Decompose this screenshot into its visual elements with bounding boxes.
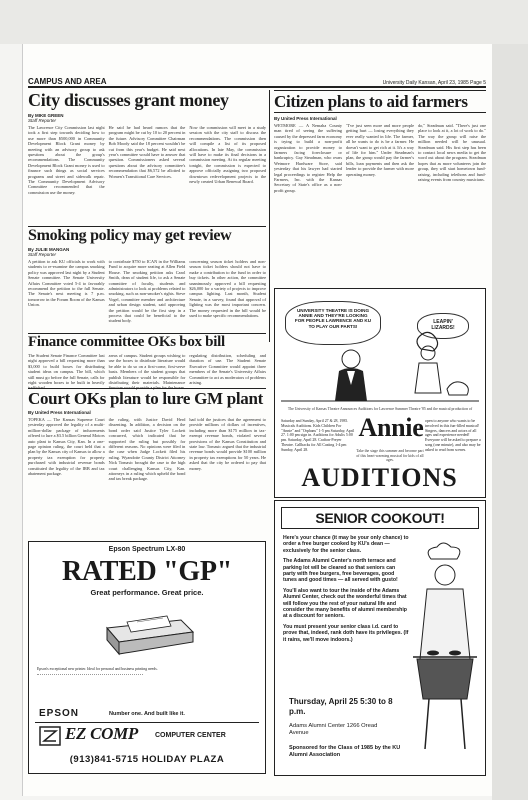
speech-bubble: UNIVERSITY THEATRE IS DOING ANNIE AND THEY'RE LOOKING FOR PEOPLE LAWRENCE AND KU TO PLAY OUR PARTS! — [285, 301, 381, 345]
annie-cartoon — [281, 293, 479, 405]
article-column: concerning season ticket holders and non-season ticket holders should not have to make a contribution to the fund in order to buy tickets. In other action, the committee unanimously approved a bill requesting $26,000 for a variety of projects to improve campus lighting. Last month, Student Senate, in a survey, found that approval of lighting was the most important concern. The money requested in the bill would be used to make specific recommendations. — [189, 259, 267, 319]
article-column: to contribute $750 to ICAN in the Williams Fund to acquire more seating at Allen Field House. The smoking petition asks Carol Smith, dean of student life, to ask a Senate committee of faculty, students and administrators to look at problems related to smoking, such as non-smoker's rights. Steve Vogel, committee member and architecture and urban design student, said approving the petition would be the first step in a process that could be beneficial to the student body. — [108, 259, 186, 324]
article-columns — [274, 123, 486, 283]
article-column: TOPEKA — The Kansas Supreme Court yesterday approved the legality of a multi-million-dollar package of inducements offered to lure a $3.5 billion General Motors auto plant to Kansas City, Kan. In a one-page opinion ruling, the court held that a plan by the Kansas city of Kansas to allow a property tax exemption for property purchased with industrial revenue bonds constituted the legality of the IRB and tax abatement package. — [28, 417, 105, 477]
store-phone-address: (913)841-5715 HOLIDAY PLAZA — [69, 754, 225, 765]
ad-tagline: Great performance. Great price. — [90, 588, 204, 597]
article-column: Now the commission will meet in a study session with the city staff to discuss the recommendations. The commission then will compile a list of its proposed allocations. In late May, the commission will have to make its final decisions in a commission meeting. At its regular meeting tonight, the commission is expected to approve officially assigning two proposed downtown redevelopment projects to the newly created Urban Renewal Board. — [189, 125, 267, 185]
annie-details: Saturday and Sunday, April 27 & 28, 1985. Musicals Auditions. Kids Children For "Annie" and "Orphans" 1-5 pm Saturday, April 27. 1:00 pm sign in. Auditions for Adults 5:00 pm. Saturday, April 28. Crafton-Preyer Theatre. Callbacks for All Casting 1-4 pm Sunday, April 28. — [281, 419, 355, 452]
cookout-item: You'll also want to tour the inside of the Adams Alumni Center, check out the wonderful times that will follow you the rest of your natural life and consider the many benefits of alumni membership at a discount for seniors. — [283, 587, 407, 620]
cookout-sponsor: Sponsored for the Class of 1985 by the KU Alumni Association — [289, 745, 401, 758]
ad-features: Epson's exceptional new printer. Ideal for personal and business printing needs. — [37, 667, 158, 671]
cookout-title: SENIOR COOKOUT! — [281, 507, 479, 529]
cookout-item: Here's your chance (it may be your only chance) to order a free burger cooked by KU's dean — exclusively for the senior class. — [283, 535, 409, 554]
annie-announcement: The University of Kansas Theatre Announces Auditions for Lawrence Summer Theatre '85 and the musical production of — [287, 407, 473, 411]
annie-title: Annie — [358, 413, 424, 442]
story-smoking-policy — [28, 228, 266, 332]
cookout-item: You must present your senior class i.d. card to prove that, indeed, rank doth have its privileges. (If it rains, we'll move indoors.) — [283, 623, 409, 643]
folio-line: University Daily Kansan, April 23, 1985 Page 5 — [382, 80, 486, 86]
article-columns — [28, 353, 266, 386]
page-header — [28, 76, 486, 88]
article-column: regulating distribution, scheduling and duration of use. The Student Senate Executive Committee would appoint three members of the Senate's University Affairs Committee to act as moderators of problems arising. — [189, 353, 267, 386]
cookout-when: Thursday, April 25 5:30 to 8 p.m. — [289, 697, 393, 716]
headline-grant-money: City discusses grant money — [28, 90, 229, 110]
auditions-banner: AUDITIONS — [301, 463, 458, 492]
article-column: He said he had heard rumors that the program might be cut by 10 to 20 percent in the future. Advisory Committee Chairman Bob Moody said the 18 percent wouldn't be cut from this year's budget. He said next year's committee would have to answer that question. Commissioners asked several questions about the advisory committee's recommendation that $6,572 be allotted to Women's Transitional Care Services. — [108, 125, 186, 179]
section-label: CAMPUS AND AREA — [28, 77, 107, 86]
headline-gm-plant: Court OKs plan to lure GM plant — [28, 389, 264, 408]
byline: By JULIE MANGAN — [28, 247, 70, 252]
article-column: do," Steadman said. "There's just one place to look at it, a lot of work to do." The way the group will raise the million needed will be unusual. Steadman said. His first step has been to contact local news media to get the word out about the program. Steadman hopes that as more volunteers join the group, they will start hometown fund-raising, including telethons and fund-raising events from country musicians. — [418, 123, 486, 183]
article-columns — [28, 125, 266, 230]
byline: By MIKE GREEN — [28, 113, 64, 118]
article-column: had told the justices that the agreement to provide millions of dollars of incentives, including more than $175 million in tax-exempt revenue bonds, violated several provisions of the Kansas Constitution and state law. Tomasic argued that the industrial revenue bonds would provide $100 million in property tax exemptions for 50 years. He asked that the city be ordered to pay that money. — [189, 417, 267, 471]
article-column: areas of campus. Student groups wishing to use the boxes to distribute literature would be able to do so on a first-come, first-serve basis. Members of the student groups that publish literature would be responsible for distributing their materials. Maintenance — [108, 353, 186, 386]
byline-role: Staff Reporter — [28, 118, 57, 123]
byline: By United Press International — [28, 410, 91, 415]
binding-margin — [0, 0, 528, 44]
ezcomp-name: EZ COMP — [65, 724, 138, 743]
column-rule — [269, 90, 270, 342]
senior-cookout-ad — [274, 500, 486, 776]
article-column: "I've just seen more and more people getting hurt — losing everything they ever really wanted in life. The farmer, all he wants to do is be a farmer. He doesn't want to get rich at it. It's a way of life for him." Under Steadman's plan, the group would pay the farmer's bills, loan payments and then ask the lender to provide the farmer with more operating money. — [346, 123, 414, 177]
feature-list — [37, 674, 257, 704]
ezcomp-logo-icon — [39, 726, 61, 746]
article-column: The Student Senate Finance Committee last night approved a bill requesting more than $3,000 to build boxes for distributing student ideas on campus. The bill, which still must go before the full Senate, calls for eight wooden boxes to be built in heavily — [28, 353, 105, 386]
chef-illustration — [409, 549, 481, 759]
article-column: WETMORE — A Nemaha County man tired of seeing the suffering caused by the depressed farm economy is trying to build a non-profit organization to provide money to farmers facing foreclosure or bankruptcy. Gay Steadman, who owns Wetmore Hardware Store, said yesterday that his lawyer had started legal proceedings to register Help the Farmers, Inc. with the Kansas Secretary of State's office as a non-profit group. — [274, 123, 342, 193]
epson-printer-ad — [28, 541, 266, 774]
cookout-list — [283, 535, 409, 643]
story-gm-plant — [28, 390, 266, 538]
annie-audition-ad — [274, 288, 486, 498]
feature-list-body — [37, 674, 257, 687]
story-aid-farmers — [274, 90, 486, 286]
ad-slogan: Number one. And built like it. — [109, 711, 185, 717]
article-column: the ruling, with Justice David Herd dissenting. In addition, a decision on the bond order said Justice Tyler Lockett concurred, which indicated that he supported the ruling but possibly for different reasons. No opinions were filed in the case when Judge Lockett filed his ruling. Wyandotte County District Attorney Nick Tomasic brought the case to the high court challenging Kansas City, Kan. attorneys in a ruling which upheld the bond and tax break package. — [108, 417, 186, 482]
cartoon-illustration — [281, 293, 479, 405]
story-grant-money — [28, 91, 266, 225]
ezcomp-subtitle: COMPUTER CENTER — [155, 732, 226, 739]
annie-right-copy: open to anyone who wants to be involved in this fun-filled musical! Singers, dancers and actors of all ages and experience needed! Everyone will be asked to prepare a song (one minute), and also may be asked to read from scenes. — [425, 419, 481, 452]
ezcomp-logo-area — [35, 722, 259, 748]
printer-illustration — [97, 602, 197, 664]
rated-gp-headline: RATED "GP" — [62, 556, 232, 587]
article-column: A petition to ask KU officials to work with students to re-examine the campus smoking policy was approved last night by a Student Senate committee. The Senate University Affairs Committee voted 5-4 to favorably recommend the petition to the full Senate. The Senate's next meeting is 7 p.m. tomorrow in the Forum Room of the Kansas Union. — [28, 259, 105, 308]
page-edge — [492, 44, 528, 800]
speech-bubble-leapin: LEAPIN' LIZARDS! — [417, 313, 469, 339]
epson-logo: EPSON — [39, 708, 80, 719]
headline-smoking-policy: Smoking policy may get review — [28, 227, 232, 244]
headline-aid-farmers: Citizen plans to aid farmers — [274, 90, 486, 113]
article-columns — [28, 417, 266, 537]
headline-box-bill: Finance committee OKs box bill — [28, 334, 225, 350]
annie-footer: Take the stage this summer and become part of this heart-warming musical for kids of all ages. — [356, 449, 424, 463]
byline: By United Press International — [274, 116, 337, 121]
article-column: The Lawrence City Commission last night took a first step towards deciding how to use more than $500,000 in Community Development Block Grant money by meeting with an advisory group to ask questions about the group's recommendations. The Community Development Block Grant money is used to finance such things as social services programs and street and sidewalk repair. The Community Development Advisory Committee recommended that the commission use the money. — [28, 125, 105, 195]
article-columns — [28, 259, 266, 333]
cookout-item: The Adams Alumni Center's north terrace and parking lot will be cleared so that seniors can party with free burgers, free beverages, good tunes and good times — all served with gusto! — [283, 558, 398, 584]
story-box-bill — [28, 335, 266, 387]
cookout-where: Adams Alumni Center 1266 Oread Avenue — [289, 723, 378, 736]
byline-role: Staff Reporter — [28, 252, 57, 257]
ad-top-line: Epson Spectrum LX-80 — [108, 546, 186, 553]
